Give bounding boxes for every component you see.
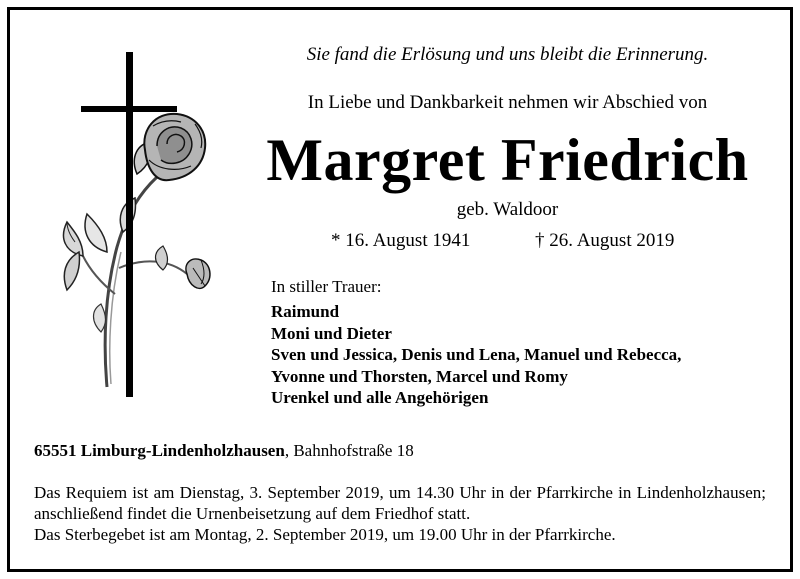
mourner-line: Raimund (271, 302, 340, 321)
mourner-line: Moni und Dieter (271, 323, 392, 343)
death-date: † 26. August 2019 (535, 230, 675, 251)
farewell-intro: In Liebe und Dankbarkeit nehmen wir Abschied von (307, 92, 708, 113)
mourning-label: In stiller Trauer: (271, 277, 382, 296)
address-place: 65551 Limburg-Lindenholzhausen (34, 441, 285, 460)
prayer-info: Das Sterbegebet ist am Montag, 2. September 2019, um 19.00 Uhr in der Pfarrkirche. (34, 525, 616, 544)
deceased-name: Margret Friedrich (266, 127, 749, 193)
family-address (34, 441, 414, 461)
address-street: , Bahnhofstraße 18 (284, 441, 414, 460)
maiden-name: geb. Waldoor (456, 199, 559, 220)
mourner-line: Yvonne und Thorsten, Marcel und Romy (271, 366, 568, 386)
mourner-line: Sven und Jessica, Denis und Lena, Manuel und Rebecca, (271, 345, 682, 365)
service-details (34, 482, 766, 545)
mourner-line: Urenkel und alle Angehörigen (271, 388, 489, 408)
rose-icon (64, 114, 210, 387)
memorial-quote: Sie fand die Erlösung und uns bleibt die Erinnerung. (306, 44, 709, 65)
requiem-info: Das Requiem ist am Dienstag, 3. September 2019, um 14.30 Uhr in der Pfarrkirche in Lindenholzhausen; anschließend findet die Urnenbeisetzung auf dem Friedhof statt. (34, 483, 766, 523)
birth-date: * 16. August 1941 (331, 230, 471, 251)
mourners-list (271, 301, 681, 409)
cross-and-rose-illustration (45, 42, 230, 402)
